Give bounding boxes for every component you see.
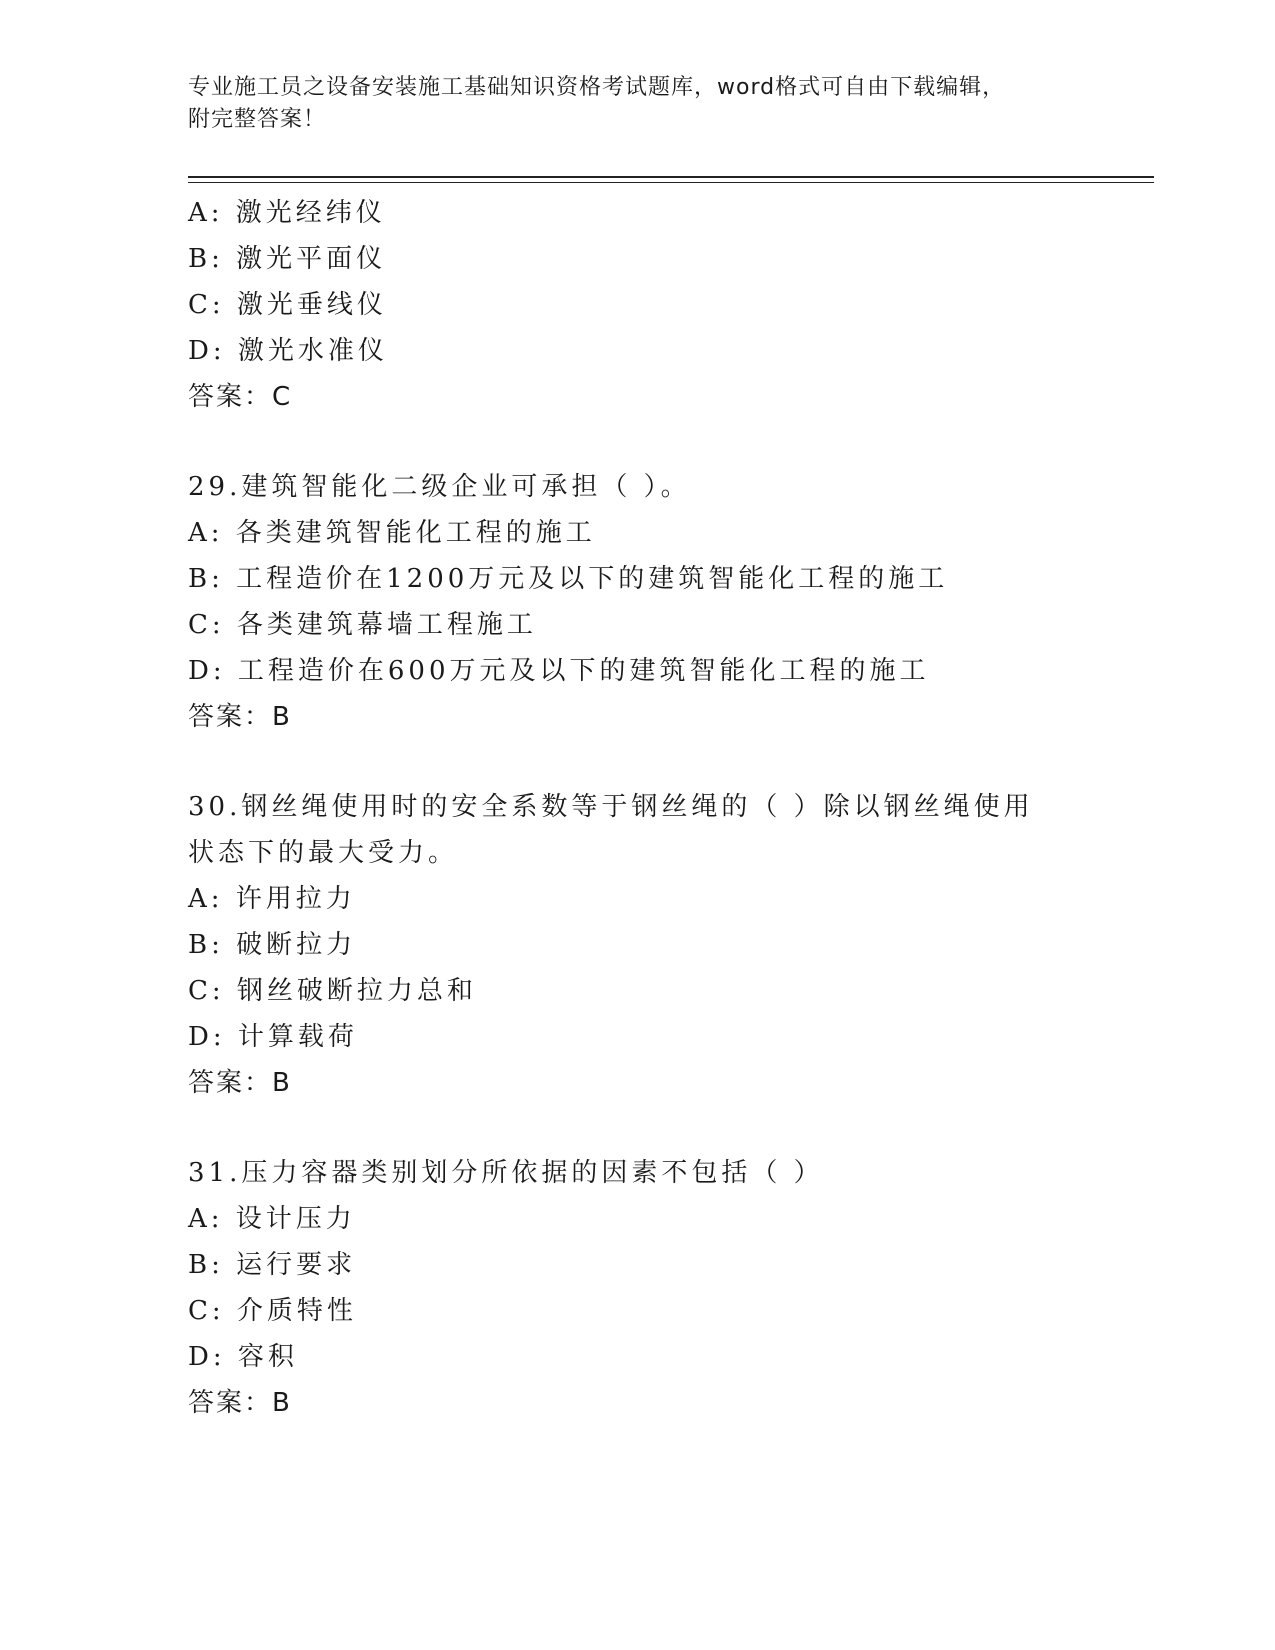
- option-b: B: 破断拉力: [188, 930, 357, 960]
- option-c: C: 介质特性: [188, 1296, 357, 1326]
- option-c: C: 各类建筑幕墙工程施工: [188, 610, 537, 640]
- option-a: A: 各类建筑智能化工程的施工: [188, 518, 596, 548]
- question-block-30: [188, 784, 1088, 1106]
- question-stem: 29.建筑智能化二级企业可承担（ ）。: [188, 472, 691, 502]
- answer: 答案：B: [188, 1388, 292, 1418]
- question-block-31: [188, 1150, 1088, 1426]
- option-d: D: 计算载荷: [188, 1022, 358, 1052]
- option-c: C: 激光垂线仪: [188, 290, 387, 320]
- option-b: B: 运行要求: [188, 1250, 357, 1280]
- option-b: B: 工程造价在1200万元及以下的建筑智能化工程的施工: [188, 564, 949, 594]
- header-line-2: 附完整答案！: [188, 107, 327, 132]
- option-c: C: 钢丝破断拉力总和: [188, 976, 477, 1006]
- document-header: [188, 72, 1068, 136]
- option-b: B: 激光平面仪: [188, 244, 387, 274]
- answer: 答案：B: [188, 702, 292, 732]
- option-a: A: 激光经纬仪: [188, 198, 386, 228]
- option-d: D: 激光水准仪: [188, 336, 388, 366]
- answer: 答案：B: [188, 1068, 292, 1098]
- question-list: [188, 190, 1088, 1426]
- option-d: D: 容积: [188, 1342, 298, 1372]
- option-d: D: 工程造价在600万元及以下的建筑智能化工程的施工: [188, 656, 930, 686]
- header-divider-thick: [188, 176, 1154, 178]
- answer: 答案：C: [188, 382, 293, 412]
- header-divider-thin: [188, 182, 1154, 183]
- option-a: A: 许用拉力: [188, 884, 356, 914]
- question-stem: 30.钢丝绳使用时的安全系数等于钢丝绳的（ ）除以钢丝绳使用状态下的最大受力。: [188, 792, 1034, 868]
- question-stem: 31.压力容器类别划分所依据的因素不包括（ ）: [188, 1158, 824, 1188]
- question-block-28: [188, 190, 1088, 420]
- header-line-1: 专业施工员之设备安装施工基础知识资格考试题库，word格式可自由下载编辑，: [188, 75, 1006, 100]
- option-a: A: 设计压力: [188, 1204, 356, 1234]
- question-block-29: [188, 464, 1088, 740]
